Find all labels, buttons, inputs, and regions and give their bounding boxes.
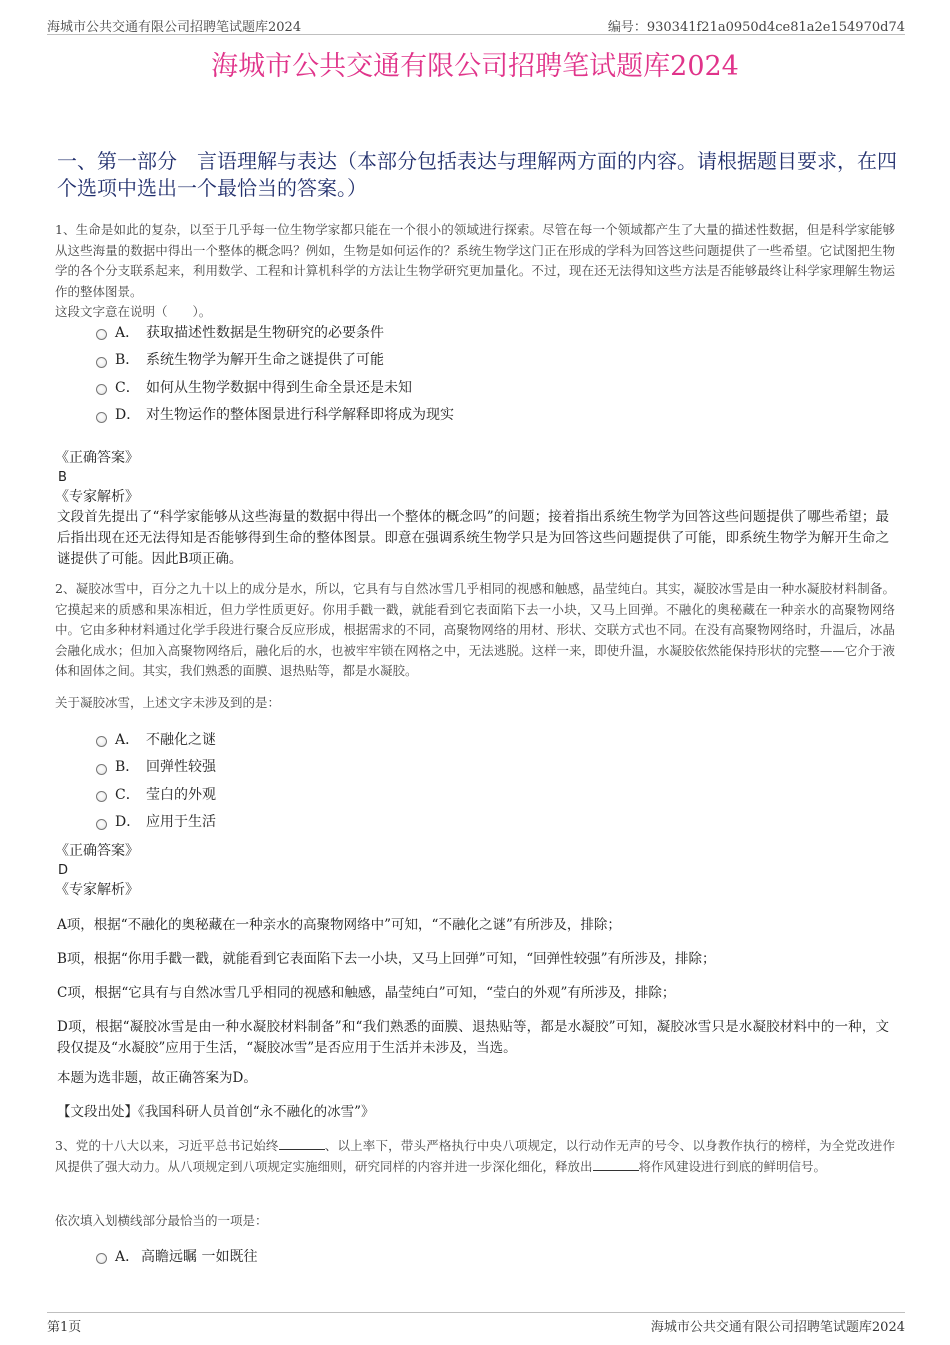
fill-blank bbox=[279, 1137, 325, 1150]
q1-analysis-label: 《专家解析》 bbox=[55, 489, 139, 505]
footer-doc-name: 海城市公共交通有限公司招聘笔试题库2024 bbox=[650, 1320, 905, 1335]
q1-option-c[interactable] bbox=[96, 373, 796, 401]
q1-analysis: 文段首先提出了“科学家能够从这些海量的数据中得出一个整体的概念吗”的问题；接着指出系统生物学为回答这些问题提供了哪些希望；最后指出现在还无法得知是否能够得到生命的整体图景。即意在强调系统生物学只是为回答这些问题提供了可能，即系统生物学为解开生命之谜提供了可能。因此B项正确。 bbox=[57, 509, 889, 567]
q2-option-c[interactable] bbox=[96, 780, 796, 808]
q3-text-part3: 将作风建设进行到底的鲜明信号。 bbox=[638, 1158, 827, 1174]
option-letter: C． bbox=[115, 379, 140, 396]
option-text: 应用于生活 bbox=[146, 814, 216, 831]
option-text: 获取描述性数据是生物研究的必要条件 bbox=[146, 324, 384, 341]
q1-answer: B bbox=[58, 470, 67, 485]
radio-icon[interactable] bbox=[96, 791, 107, 802]
header-doc-id: 编号：930341f21a0950d4ce81a2e154970d74 bbox=[607, 20, 905, 35]
option-text: 不融化之谜 bbox=[146, 731, 216, 748]
q2-analysis-a: A项，根据“不融化的奥秘藏在一种亲水的高聚物网络中”可知，“不融化之谜”有所涉及，排除； bbox=[57, 917, 621, 933]
q3-option-a[interactable] bbox=[96, 1242, 796, 1270]
page-footer bbox=[47, 1312, 905, 1335]
option-text: 高瞻远瞩 一如既往 bbox=[141, 1248, 258, 1265]
document-title: 海城市公共交通有限公司招聘笔试题库2024 bbox=[211, 51, 739, 82]
radio-icon[interactable] bbox=[96, 357, 107, 368]
q1-option-d[interactable] bbox=[96, 401, 796, 429]
q1-prompt: 这段文字意在说明（ ）。 bbox=[55, 304, 212, 319]
radio-icon[interactable] bbox=[96, 329, 107, 340]
q2-analysis-b: B项，根据“你用手戳一戳，就能看到它表面陷下去一小块，又马上回弹”可知，“回弹性较强”有所涉及，排除； bbox=[57, 951, 716, 967]
q1-option-a[interactable] bbox=[96, 318, 796, 346]
radio-icon[interactable] bbox=[96, 736, 107, 747]
q2-answer-label: 《正确答案》 bbox=[55, 843, 139, 859]
q2-option-b[interactable] bbox=[96, 753, 796, 781]
option-letter: B． bbox=[115, 352, 140, 369]
option-text: 莹白的外观 bbox=[146, 786, 216, 803]
option-letter: A． bbox=[115, 731, 140, 748]
q2-answer: D bbox=[58, 863, 69, 878]
page-header bbox=[47, 14, 905, 35]
option-text: 系统生物学为解开生命之谜提供了可能 bbox=[146, 352, 384, 369]
q3-options bbox=[96, 1242, 796, 1270]
q2-analysis-label: 《专家解析》 bbox=[55, 882, 139, 898]
option-text: 如何从生物学数据中得到生命全景还是未知 bbox=[146, 379, 412, 396]
q3-text bbox=[55, 1136, 895, 1177]
radio-icon[interactable] bbox=[96, 1253, 107, 1264]
option-text: 对生物运作的整体图景进行科学解释即将成为现实 bbox=[146, 407, 454, 424]
q2-option-d[interactable] bbox=[96, 808, 796, 836]
q2-analysis-c: C项，根据“它具有与自然冰雪几乎相同的视感和触感，晶莹纯白”可知，“莹白的外观”有所涉及，排除； bbox=[57, 985, 676, 1001]
q2-options bbox=[96, 725, 796, 835]
q3-prompt: 依次填入划横线部分最恰当的一项是： bbox=[55, 1213, 268, 1228]
q1-option-b[interactable] bbox=[96, 346, 796, 374]
q2-source: 【文段出处】《我国科研人员首创“永不融化的冰雪”》 bbox=[57, 1104, 375, 1120]
q2-analysis-d: D项，根据“凝胶冰雪是由一种水凝胶材料制备”和“我们熟悉的面膜、退热贴等，都是水凝胶”可知，凝胶冰雪只是水凝胶材料中的一种，文段仅提及“水凝胶”应用于生活，“凝胶冰雪”是否应用于生活并未涉及，当选。 bbox=[57, 1019, 889, 1056]
page-number: 第1页 bbox=[47, 1320, 82, 1335]
radio-icon[interactable] bbox=[96, 384, 107, 395]
option-letter: D． bbox=[115, 814, 141, 831]
q1-options bbox=[96, 318, 796, 428]
option-letter: C． bbox=[115, 786, 140, 803]
radio-icon[interactable] bbox=[96, 412, 107, 423]
q1-text: 1、生命是如此的复杂，以至于几乎每一位生物学家都只能在一个很小的领域进行探索。尽管在每一个领域都产生了大量的描述性数据，但是科学家能够从这些海量的数据中得出一个整体的概念吗？例如，生物是如何运作的？系统生物学这门正在形成的学科为回答这些问题提供了一些希望。它试图把生物学的各个分支联系起来，利用数学、工程和计算机科学的方法让生物学研究更加量化。不过，现在还无法得知这些方法是否能够最终让科学家理解生物运作的整体图景。 bbox=[55, 222, 895, 299]
q1-answer-label: 《正确答案》 bbox=[55, 450, 139, 466]
q2-option-a[interactable] bbox=[96, 725, 796, 753]
q2-prompt: 关于凝胶冰雪，上述文字未涉及到的是： bbox=[55, 695, 281, 710]
fill-blank bbox=[593, 1158, 639, 1171]
option-text: 回弹性较强 bbox=[146, 759, 216, 776]
option-letter: B． bbox=[115, 759, 140, 776]
option-letter: A． bbox=[115, 1248, 140, 1265]
q3-text-part2: 、以上率下，带头严格执行中央八项规定，以行动作无声的号令、以身教作执行的榜样，为全党改进作风提供了强大动力。从八项规定到八项规定实施细则，研究同样的内容并进一步深化细化，释放出 bbox=[55, 1138, 895, 1174]
q3-text-part1: 3、党的十八大以来，习近平总书记始终 bbox=[55, 1138, 279, 1153]
option-letter: D． bbox=[115, 407, 141, 424]
header-doc-name: 海城市公共交通有限公司招聘笔试题库2024 bbox=[47, 20, 302, 35]
radio-icon[interactable] bbox=[96, 819, 107, 830]
option-letter: A． bbox=[115, 324, 140, 341]
radio-icon[interactable] bbox=[96, 764, 107, 775]
section-title: 一、第一部分 言语理解与表达（本部分包括表达与理解两方面的内容。请根据题目要求，在四个选项中选出一个最恰当的答案。） bbox=[57, 149, 897, 200]
q2-conclusion: 本题为选非题，故正确答案为D。 bbox=[57, 1070, 257, 1086]
q2-text: 2、凝胶冰雪中，百分之九十以上的成分是水，所以，它具有与自然冰雪几乎相同的视感和触感，晶莹纯白。其实，凝胶冰雪是由一种水凝胶材料制备。它摸起来的质感和果冻相近，但力学性质更好。你用手戳一戳，就能看到它表面陷下去一小块，又马上回弹。不融化的奥秘藏在一种亲水的高聚物网络中。它由多种材料通过化学手段进行聚合反应形成，根据需求的不同，高聚物网络的用材、形状、交联方式也不同。在没有高聚物网络时，升温后，冰晶会融化成水；但加入高聚物网络后，融化后的水，也被牢牢锁在网格之中，无法逃脱。这样一来，即使升温，水凝胶依然能保持形状的完整——它介于液体和固体之间。其实，我们熟悉的面膜、退热贴等，都是水凝胶。 bbox=[55, 581, 895, 678]
